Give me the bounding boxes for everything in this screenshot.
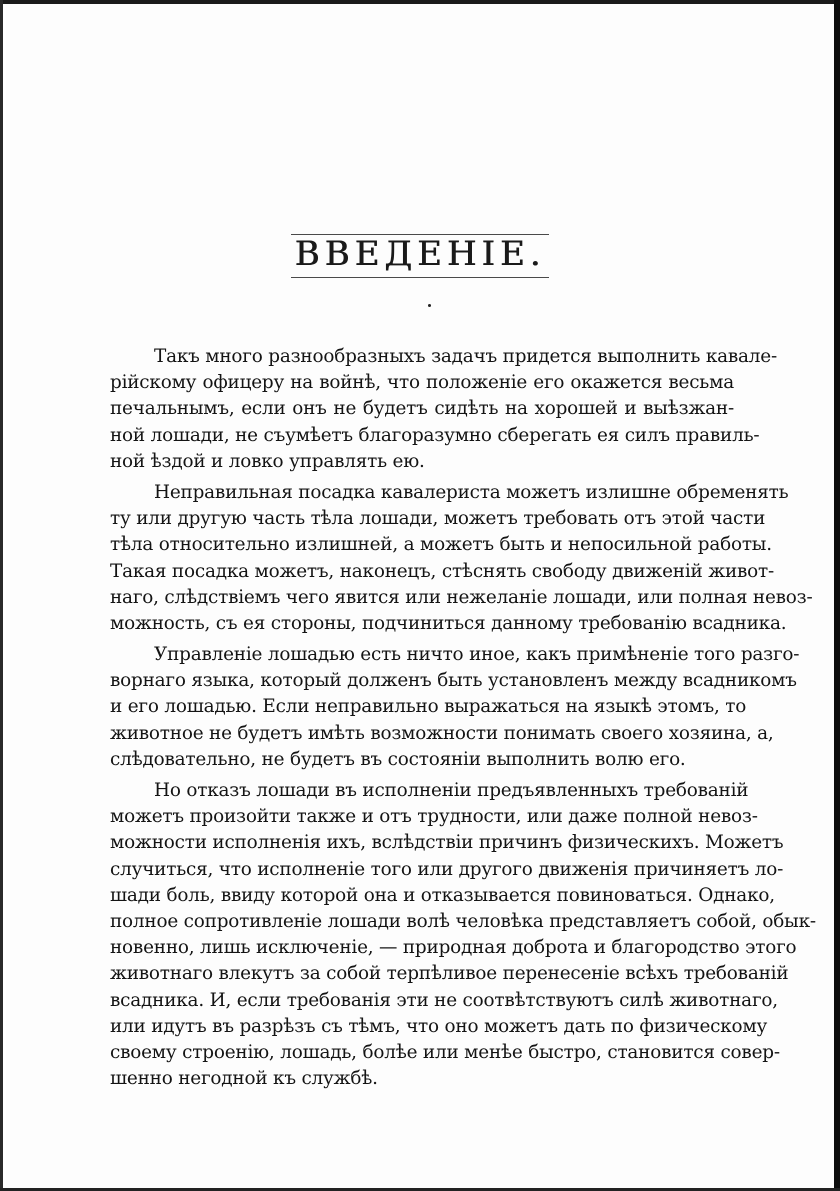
text-line: слѣдовательно, не будетъ въ состояніи выполнить волю его. [110, 748, 686, 770]
text-line: можетъ произойти также и отъ трудности, или даже полной невоз- [110, 806, 758, 828]
text-line: случиться, что исполненіе того или другого движенія причиняетъ ло- [110, 858, 784, 880]
text-line: наго, слѣдствіемъ чего явится или нежеланіе лошади, или полная невоз- [110, 586, 813, 608]
paragraph-4 [110, 778, 816, 1092]
text-line: Такая посадка можетъ, наконецъ, стѣснять свободу движеній живот- [110, 560, 775, 582]
text-line: шенно негодной къ службѣ. [110, 1068, 378, 1090]
text-line: шади боль, ввиду которой она и отказывается повиноваться. Однако, [110, 884, 775, 906]
text-line: печальнымъ, если онъ не будетъ сидѣть на хорошей и выѣзжан- [110, 398, 734, 420]
text-line: животное не будетъ имѣть возможности понимать своего хозяина, а, [110, 722, 774, 744]
chapter-heading [0, 234, 840, 278]
text-line: и его лошадью. Если неправильно выражаться на языкѣ этомъ, то [110, 696, 747, 718]
paragraph-3 [110, 642, 800, 773]
paragraph-1 [110, 344, 777, 475]
text-line: животнаго влекутъ за собой терпѣливое перенесеніе всѣхъ требованій [110, 963, 789, 985]
text-line: рійскому офицеру на войнѣ, что положеніе его окажется весьма [110, 372, 734, 394]
text-line: своему строенію, лошадь, болѣе или менѣе быстро, становится совер- [110, 1041, 780, 1063]
text-line: тѣла относительно излишней, а можетъ быть и непосильной работы. [110, 534, 772, 556]
text-line: Такъ много разнообразныхъ задачъ придется выполнить кавале- [154, 346, 777, 367]
text-line: ту или другую часть тѣла лошади, можетъ требовать отъ этой части [110, 508, 766, 530]
text-line: Управленіе лошадью есть ничто иное, какъ примѣненіе того разго- [154, 644, 800, 666]
text-line: можности исполненія ихъ, вслѣдствіи причинъ физическихъ. Можетъ [110, 832, 784, 854]
text-line: можность, съ ея стороны, подчиниться данному требованію всадника. [110, 612, 787, 634]
text-line: новенно, лишь исключеніе, — природная доброта и благородство этого [110, 937, 797, 959]
text-line: всадника. И, если требованія эти не соотвѣтствуютъ силѣ животнаго, [110, 989, 778, 1011]
text-line: Но отказъ лошади въ исполненіи предъявленныхъ требованій [154, 780, 749, 801]
text-line: или идутъ въ разрѣзъ съ тѣмъ, что оно можетъ дать по физическому [110, 1015, 768, 1037]
text-line: ной ѣздой и ловко управлять ею. [110, 450, 425, 472]
chapter-heading-text: ВВЕДЕНІЕ. [291, 234, 550, 278]
text-line: полное сопротивленіе лошади волѣ человѣка представляетъ собой, обык- [110, 910, 816, 932]
body-text [110, 344, 816, 1097]
text-line: ворнаго языка, который долженъ быть установленъ между всадникомъ [110, 670, 797, 692]
paragraph-2 [110, 480, 813, 637]
ornament-dot [428, 304, 431, 307]
scan-border-left [0, 0, 3, 1191]
text-line: ной лошади, не съумѣетъ благоразумно сберегать ея силъ правиль- [110, 424, 760, 446]
text-line: Неправильная посадка кавалериста можетъ излишне обременять [154, 481, 789, 503]
scan-border-right [834, 0, 840, 1191]
